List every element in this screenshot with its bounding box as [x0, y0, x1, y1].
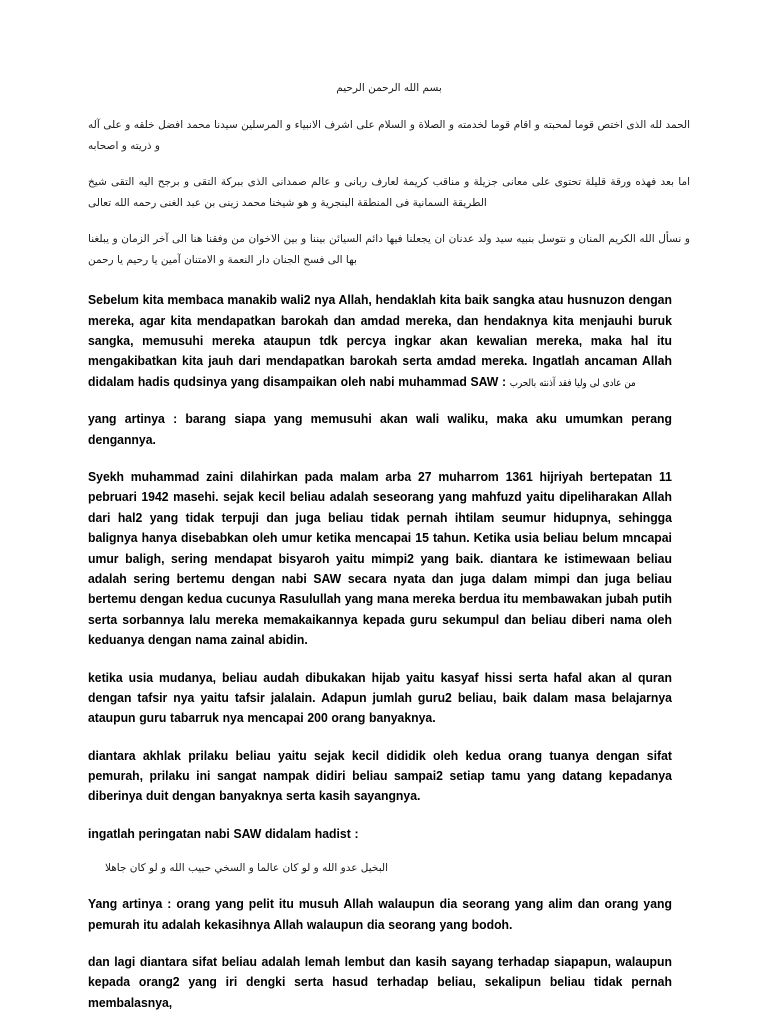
paragraph-ingatlah-hadist: ingatlah peringatan nabi SAW didalam hadist : — [88, 826, 359, 841]
basmalah-heading: بسم الله الرحمن الرحيم — [336, 82, 442, 94]
paragraph-kasyaf-guru: ketika usia mudanya, beliau audah dibukakan hijab yaitu kasyaf hissi serta hafal akan al quran dengan tafsir nya yaitu tafsir jalalain. Adapun jumlah guru2 beliau, baik dalam masa belajarnya ataupun guru tabarruk nya mencapai 200 orang banyaknya. — [88, 670, 672, 726]
amma-badu-paragraph: اما بعد فهذه ورقة قليلة تحتوى على معانى جزيلة و مناقب كريمة لعارف ربانى و عالم صمدانى الذى ببركة التقى و برجح اليه التقى شيخ الطريقة السمانية فى المنطقة البنجرية و هو شيخنا محمد زينى بن عبد الغنى رحمه الله تعالى — [88, 176, 690, 209]
doa-paragraph: و نسأل الله الكريم المنان و نتوسل بنبيه سيد ولد عدنان ان يجعلنا فيها دائم السيائن بيننا و بين الاخوان من وفقنا هنا الى آخر الزمان و يبلغنا بها الى فسح الجنان دار النعمة و الامتنان آمين يا رحيم يا رحمن — [88, 233, 690, 266]
paragraph-artinya-perang: yang artinya : barang siapa yang memusuhi akan wali waliku, maka aku umumkan perang dengannya. — [88, 412, 672, 447]
paragraph-husnuzon-text: Sebelum kita membaca manakib wali2 nya Allah, hendaklah kita baik sangka atau husnuzon dengan mereka, agar kita mendapatkan barokah dan amdad mereka, dan hendaknya kita menjauhi buruk sangka, memusuhi mereka ataupun tdk percya ingkar akan kewalian mereka, maka hal itu mengakibatkan kita jauh dari mendapatkan barokah serta amdad mereka. Ingatlah ancaman Allah didalam hadis qudsinya yang disampaikan oleh nabi muhammad SAW : — [88, 293, 672, 389]
document-body — [88, 78, 690, 1013]
paragraph-biografi-kelahiran: Syekh muhammad zaini dilahirkan pada malam arba 27 muharrom 1361 hijriyah bertepatan 11 pebruari 1942 masehi. sejak kecil beliau adalah seseorang yang mahfuzd yaitu dipeliharakan Allah dari hal2 yang tidak terpuji dan juga beliau tidak pernah ihtilam seumur hidupnya, sehingga balignya hanya disebabkan oleh umur ketika mencapai 15 tahun. Ketika usia beliau belum mncapai umur baligh, sering mendapat bisyaroh yaitu mimpi2 yang baik. diantara ke istimewaan beliau adalah sering bertemu dengan nabi SAW secara nyata dan juga dalam mimpi dan juga beliau bertemu dengan kedua cucunya Rasulullah yang mana mereka berdua itu membawakan jubah putih serta sorbannya lalu mereka memakaikannya kepada guru sekumpul dan beliau diberi nama oleh keduanya dengan nama zainal abidin. — [88, 470, 672, 648]
paragraph-lemah-lembut: dan lagi diantara sifat beliau adalah lemah lembut dan kasih sayang terhadap siapapun, walaupun kepada orang2 yang iri dengki serta hasud terhadap beliau, sekalipun beliau tidak pernah membalasnya, — [88, 954, 672, 1010]
paragraph-akhlak-pemurah: diantara akhlak prilaku beliau yaitu sejak kecil dididik oleh kedua orang tuanya dengan sifat pemurah, prilaku ini sangat nampak didiri beliau sampai2 setiap tamu yang datang kepadanya diberinya duit dengan banyaknya serta kasih sayangnya. — [88, 748, 672, 804]
hadith-bakhil-arabic: البخيل عدو الله و لو كان عالما و السخي حبيب الله و لو كان جاهلا — [104, 862, 388, 875]
hadith-qudsi-inline-arabic: من عادى لى وليا فقد آذنته بالحرب — [509, 377, 636, 389]
hamdalah-paragraph: الحمد لله الذى اختص قوما لمحبته و اقام قوما لخدمته و الصلاة و السلام على اشرف الانبياء و المرسلين سيدنا محمد افضل خلقه و على آله و ذريته و اصحابه — [88, 119, 690, 152]
paragraph-husnuzon — [88, 290, 672, 392]
paragraph-artinya-bakhil: Yang artinya : orang yang pelit itu musuh Allah walaupun dia seorang yang alim dan orang yang pemurah itu adalah kekasihnya Allah walaupun dia seorang yang bodoh. — [88, 897, 672, 932]
